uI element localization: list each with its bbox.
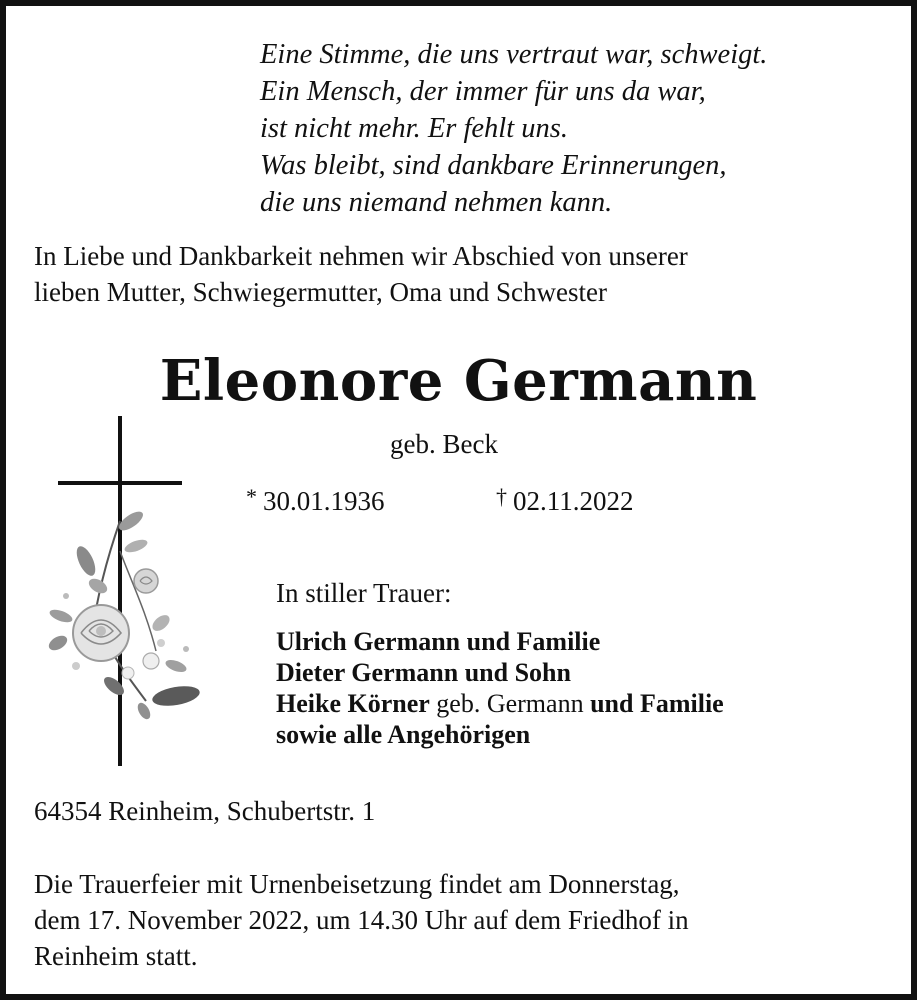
mourner-line: sowie alle Angehörigen [276,720,531,749]
mourner-line: Dieter Germann und Sohn [276,658,571,687]
death-date: 02.11.2022 [513,486,634,516]
funeral-details [34,866,689,974]
poem-line: die uns niemand nehmen kann. [260,187,613,218]
mourning-heading: In stiller Trauer: [276,578,452,608]
funeral-line: dem 17. November 2022, um 14.30 Uhr auf dem Friedhof in [34,905,689,935]
deceased-name: Eleonore Germann [159,348,758,414]
poem-line: ist nicht mehr. Er fehlt uns. [260,113,568,144]
intro-line: In Liebe und Dankbarkeit nehmen wir Abschied von unserer [34,241,688,271]
mourner-suffix: und Familie [590,689,724,718]
address: 64354 Reinheim, Schubertstr. 1 [34,796,376,826]
memorial-poem [260,36,767,221]
cross-with-roses-icon [36,411,211,771]
mourners-list [276,626,724,750]
maiden-name: geb. Beck [390,429,498,459]
intro-line: lieben Mutter, Schwiegermutter, Oma und Schwester [34,277,607,307]
mourner-line: Ulrich Germann und Familie [276,627,601,656]
death-date-line [496,484,634,517]
funeral-line: Reinheim statt. [34,941,198,971]
mourner-name: Heike Körner [276,689,430,718]
birth-date: 30.01.1936 [263,486,385,516]
farewell-intro [34,238,688,310]
poem-line: Ein Mensch, der immer für uns da war, [260,76,706,107]
poem-line: Eine Stimme, die uns vertraut war, schweigt. [260,39,768,70]
funeral-line: Die Trauerfeier mit Urnenbeisetzung findet am Donnerstag, [34,869,680,899]
mourner-maiden-name: geb. Germann [436,689,584,718]
death-dagger-icon: † [496,484,507,509]
birth-star-icon: * [246,484,257,509]
poem-line: Was bleibt, sind dankbare Erinnerungen, [260,150,727,181]
birth-date-line [246,484,385,517]
